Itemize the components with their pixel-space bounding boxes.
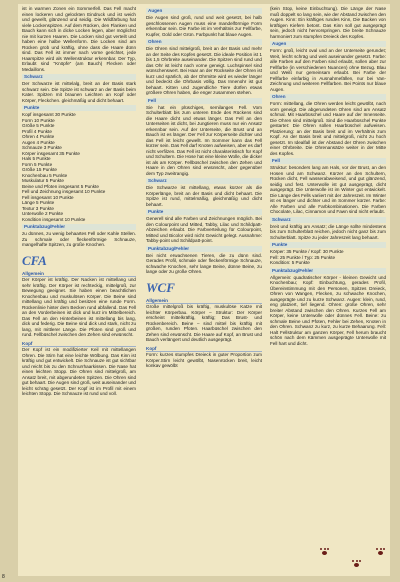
col2-schwarz-heading: Schwarz <box>146 178 262 184</box>
col2-ohren-heading: Ohren <box>146 39 262 45</box>
points-item: Schnauze 3 Punkte <box>22 145 62 150</box>
col1-kopf-text: Der Kopf ist ein modifizierter Keil mit mittellangen Ohren. Die Stirn hat eine leichte Wölbung. Das Kinn ist kräftig und gut entwickelt. Die Schnauze ist gut sichtbar und reicht bis zu den Schnurrhaarkissen. Die Nase hat einen leichten Stopp. Die Ohren sind mittelgroß, am Ansatz breit, mit abgerundeten Spitzen. Die Ohren sind gut behaart. Die Augen sind groß, weit auseinander und leicht schräg gesetzt. Der Kopf ist im Profil mit einem leichten Stopp. Die Schnauze ist rund und voll. <box>22 347 136 396</box>
col2-allgemein-heading: Allgemein <box>146 298 262 305</box>
points-item: Form 10 Punkte <box>22 117 55 123</box>
points-item: Hals 5 Punkte <box>22 156 51 161</box>
col2-augen-text: Die Augen sind groß, rund und weit gesetzt, bei halb geschlossenen Augen muss eine mandelförmige Form erkennbar sein. Die Farbe ist im Verhältnis zur Fellfarbe, Kupfer, Gold oder Grün. Farbpunkt hat blaue Augen. <box>146 15 262 37</box>
col3-points-list <box>270 249 386 266</box>
col3-augen-heading: Augen <box>270 41 386 47</box>
col1-schwarz-text: Der Schwarze ist mittelalg, breit an der Basis stark schwarz sein. Die Spitze ist schwarz an der Basis beim Kater. Spitzen mit braunen Leichten an Kopf oder Körper, Fleckchen. gleichmäßig und dicht behaart. <box>22 81 136 103</box>
col3-schwarz-text: breit und kräftig am Ansatz; die Länge sollte mindestens bis zum Schulterblatt reichen, jedoch nicht ganz bis zum Schulterblatt. Spitze zu jeder Jahreszeit lang behaart. <box>270 223 386 240</box>
points-item: Größe 15 Punkte <box>22 167 57 172</box>
col1-punktabzug-heading: Punktabzug/Fehler <box>22 224 136 230</box>
col3-abzug-heading: Punktabzug/Fehler <box>270 268 386 274</box>
col2-kopf-text: Form: kurzes stumpfes Dreieck in guter Proportion zum Körper.Stirn leicht gewölbt, Nasenrücken breit, leicht konkav gewölbt <box>146 352 262 368</box>
points-item: Form 5 Punkte <box>22 161 53 167</box>
col1-kopf-heading: Kopf <box>22 341 136 348</box>
paw-print-icon <box>352 560 361 568</box>
points-item: Länge 5 Punkte <box>22 200 55 205</box>
points-item: Kondition insgesamt 10 Punkte <box>22 216 86 222</box>
column-1 <box>22 6 136 568</box>
col3-fell-heading: Fell <box>270 158 386 164</box>
points-item: Größe 5 Punkte <box>22 123 55 128</box>
col2-abzug-text: Bei nicht erwachsenen Tieren, die zu dünn sind. Gerades Profil, schmale oder fleckenförmige Schnauze, schwache Knochen, sehr lange Beine, dünne Beine, zu lange oder zu große Ohren. <box>146 252 262 274</box>
col1-points-list <box>22 112 136 222</box>
col1-allgemein-text: Der Körper ist kräftig. Der Nacken ist mittellang und sehr kräftig. Der Körper ist rechteckig, mittelgroß, zur Bewegung geeignet. Sie haben einen beachtlichen Knochenbau und muskulösen Körper. Die Beine sind mittellang und kräftig und besitzen eine runde Form. Rückenlinie hinter dem Becken rund abfallend. Das Fell an den Vorderbeinen ist dick und kurz im Mittelbereich. Das Fell an den Hinterbeinen ist mittellang bis lang, dick und federig. Die Beine sind dick und stark, nicht zu lang, mit mittlerer Länge. Die Pfoten sind groß und rund. Fellbüschel zwischen den Zehen sind erwünscht. <box>22 277 136 337</box>
points-item: Fell insgesamt 10 Punkte <box>22 194 74 200</box>
points-item: Knochenbau 5 Punkte <box>22 172 68 178</box>
points-item: Profil 4 Punkte <box>22 128 52 134</box>
col2-augen-heading: Augen <box>146 8 262 14</box>
col2-schwarz-text: Die Schwarze ist mittellang, etwas kürzer als die Körperlänge, breit an der Basis und dicht behaart. Die Spitze ist rund, mittelmäßig, gleichmäßig und dicht behaart. <box>146 185 262 207</box>
points-item: Fell und Zeichnung insgesamt 10 Punkte <box>22 189 106 194</box>
cfa-heading: CFA <box>22 252 47 268</box>
page-number: 8 <box>2 574 5 580</box>
wcf-heading: WCF <box>146 279 175 295</box>
col2-fell-heading: Fell <box>146 98 262 104</box>
col2-abzug-heading: Punktabzug/Fehler <box>146 246 262 252</box>
col3-abzug-text: Allgemein: quadratischer Körper - kleinen Gewicht und Knochenbau; Kopf: Einbuchtung, gerades Profil, Übereinstimmung mit den Personen, Spitzes Dreieck, Ohren von Wangen, Flecken, zu schwache Knochen, ausgeprägte und zu kurze Schwanz. Augen: klein, rund, eng platziert, tief liegend. Ohren: große Ohren, sehr breiter Abstand zwischen den Ohren. Kurzes Fell am Körper, keine Unterwolle oder dünnes Fell. Beine: zu schmale Beine und Pfoten, Fehler bei Zehen, Knoten in den Ohren. Schwanz zu kurz, zu kurze Behaarung. Fell: Halt Fellstruktur am ganzen Körper, Fell herum braucht schön nach dem Kämmen ausgeprägte Unterwolle mit Fell hart und dicht. <box>270 274 386 346</box>
column-3 <box>270 6 386 568</box>
points-item: Augen 4 Punkte <box>22 139 55 145</box>
col1-intro: ist in warmen Zonen ein Sommerfell. Das Fell macht einen lockeren und gelockten Eindruck und ist weich und gewellt, glänzend und seidig. Die Wildfärbung hat viele Lockenspitzen. Auf dem Rücken, den Flanken und Bauch kann sich in dicke Locken legen, aber möglichst nie mit kurzen Haaren. Die Locken sind gut verteilt und haben eine halbe Wellenform. Die Locken sind am Rücken grob und kräftig, ohne dass die Haare dünn sind. Das Fell ist immer nach vorne gerichtet, jede Haarspitze wird als Wellenstruktur erkennbar. Der Typ, Erlaubt sind "Knöpfe" (am Bauch) Flecken oder Medaillons. <box>22 6 136 72</box>
points-item: Muskulatur 5 Punkte <box>22 178 64 183</box>
points-item: Unterwolle 2 Punkte <box>22 211 64 216</box>
col2-kopf-heading: Kopf <box>146 346 262 353</box>
points-item: Körper: 35 Punkte / Kopf: 30 Punkte <box>270 249 344 254</box>
col1-punkte-heading: Punkte <box>22 105 136 111</box>
points-item: Beine und Pfoten insgesamt 5 Punkte <box>22 183 99 189</box>
col3-augen-text: Form: groß, leicht oval und an der Unterseite gerundet; Weit, leicht schräg und weit auseinander gesetzt. Farbe: alle Farben auf den Farben sind erlaubt, sollen aber zur Fellfarbe (in verschiedenen Nuancen) ohne Bezug. Blau und Weiß nur gemeinsam erlaubt. Bei Farbe der Fellfarbe einfarbig in Ausnahmefällen, nur bei Van-Zeichnung und weiteren Fellfarben. Bei Points nur blaue Augen. <box>270 48 386 92</box>
col1-schwarz-heading: Schwarz <box>22 74 136 80</box>
col2-allgemein-text: Große mittelgroß bis kräftig, muskulöse Katze mit leichter Körperbau. Körper – Struktur: Der Körper erscheint mittelkräftig, kräftig; Das Brust- und Rückenbereich. Beine – sind mittel bis kräftig mit großen, runden Pfoten. Haarbüschel zwischen den Zehen sind erwünscht. Die Haare auf Kopf, an Brust und Bauch verlängert und deutlich ausgeprägt. <box>146 304 262 342</box>
magazine-page <box>18 4 390 576</box>
points-item: Kopf insgesamt 30 Punkte <box>22 112 76 117</box>
col3-ohren-text: Form: mittellang, die Ohren werden leicht gewölbt, nach vorn geneigt. Die abgerundeten Ohren sind am Ansatz schmal. Mit Haarbüschel und Haare auf der Innenseite. Die Ohren sind mittelgroß. Sind die Haarbüschel Punkte gestartet: Die Ohren sollen Haarbüschel aufweisen. Platzierung: an der Basis breit und im Verhältnis zum Kopf. An der Basis breit und mittelgroß, nicht zu hoch gesetzt. Im Idealfall ist der Abstand der Ohren zwischen einer Ohrbreite. Die Ohrenansätze weiter in der Mitte des Kopfes. <box>270 101 386 156</box>
col2-punkte-text: Generell sind alle Farben und Zeichnungen möglich. Bei den Colourpoint und Mitted, Tabby, Lilac und Schildpatt-Abzeichen erlaubt. Die Farbverteilung für Colourpoint, Mitted und Bicolor wird nicht Gewicht gelegt. Ausnahme: Tabby-point und Schildpatt-point. <box>146 216 262 243</box>
paw-print-icon <box>376 548 385 556</box>
points-item: Körper insgesamt 35 Punkte <box>22 150 80 156</box>
points-item: Fell: 25 Punkte / Typ: 25 Punkte <box>270 254 336 260</box>
points-item: Kondition: 5 Punkte <box>270 260 310 265</box>
col3-fell-text: Struktur: besonders lang am Hals, vor der Brust, an den Hosen und am Schwanz. Kürzer an den Schultern, Rücken dicht, Fell wasserabweisend, und gut glänzend, seidig und fest. Unterwolle ist gut ausgeprägt, dicht ausgeprägt. Die Unterwolle ist im Winter gut entwickelt. Die Länge des Fells variiert mit der Jahreszeit. Im Winter ist es länger und dichter und im Sommer kürzer. Farbe: Alle Farben und alle Farbkombinationen. Die Farben Chocolate, Lilac, Cinnamon und Fawn sind nicht erlaubt. <box>270 165 386 214</box>
col2-fell-text: Sie hat ein plüschiges, semilanges Fell. Vom Schulterblatt bis zum unteren Ende des Rückens sind die Haare dicht und etwas länger. Das Fell an den Unterseiten ist dicht, bei Jungtieren muss nur ein Ansatz erkennbar sein. Auf der Unterseite, die Brust und an Bauch ist es länger. Der Fell zur Körperseite dichter und das Fell ist leicht gewellt. Im Sommer kann das Fell kürzer sein. Das Fell darf Knoten aufweisen, aber es darf nicht verfilzen. Das Fell ist nicht charakteristisch für Kopf und Schultern. Die Hose hat eine kleine Wolle, die dicker ist als am Körper. Fellbüschel zwischen den Zehen und Haare in den Ohren sind erwünscht, aber gegenüber dem Typ zweitrangig. <box>146 104 262 176</box>
points-item: Textur 3 Punkte <box>22 205 54 211</box>
col3-punkte-heading: Punkte <box>270 242 386 248</box>
col2-ohren-text: Die Ohren sind mittelgroß, breit an der Basis und mehr an der Seite des Kopfes gesetzt. Die ideale Position ist 1 bis 1,5 Ohrbreite auseinander. Die Spitzen sind rund und das Ohr ist leicht nach vorne geneigt. Luchspinsel sind wünschenswert. Bei Haar an der Rückseite der Ohren ist kurz und spärlich, ab der Ohrmitte wird es wieder länger und bedeckt die Ohrbasis völlig. Das Innenohr ist gut behaart. Kitten und Jugendliche Tiere dürfen etwas größere Ohren haben, die enger zusammen stehen. <box>146 46 262 95</box>
col3-intro: (kein Stop, keine Einbuchtung). Die Länge der Nase muß doppelt so lang sein, wie der Abstand zwischen den Augen. Kinn: Ein kräftiges rundes Kinn, Die Backen von kräftigen Kiefern betont. Das Kinn soll gut ausgeprägt sein, jedoch nicht hervorspringen. Die breite Schnauze harmoniert zum stumpfen Dreieck des Kopfes. <box>270 6 386 39</box>
paw-print-icon <box>320 548 329 556</box>
column-2 <box>146 6 262 568</box>
col3-ohren-heading: Ohren <box>270 94 386 100</box>
points-item: Ohren 4 Punkte <box>22 134 55 139</box>
col2-punkte-heading: Punkte <box>146 209 262 215</box>
col1-allgemein-heading: Allgemein <box>22 271 136 278</box>
col1-punktabzug-text: zu dünnes, zu wenig behaartes Fell oder Kahle Stellen. Zu schmale oder fleckenförmige Schnauze, mangelhafte Spitzen, zu große Knochen. <box>22 231 136 247</box>
col3-schwarz-heading: Schwarz <box>270 217 386 223</box>
